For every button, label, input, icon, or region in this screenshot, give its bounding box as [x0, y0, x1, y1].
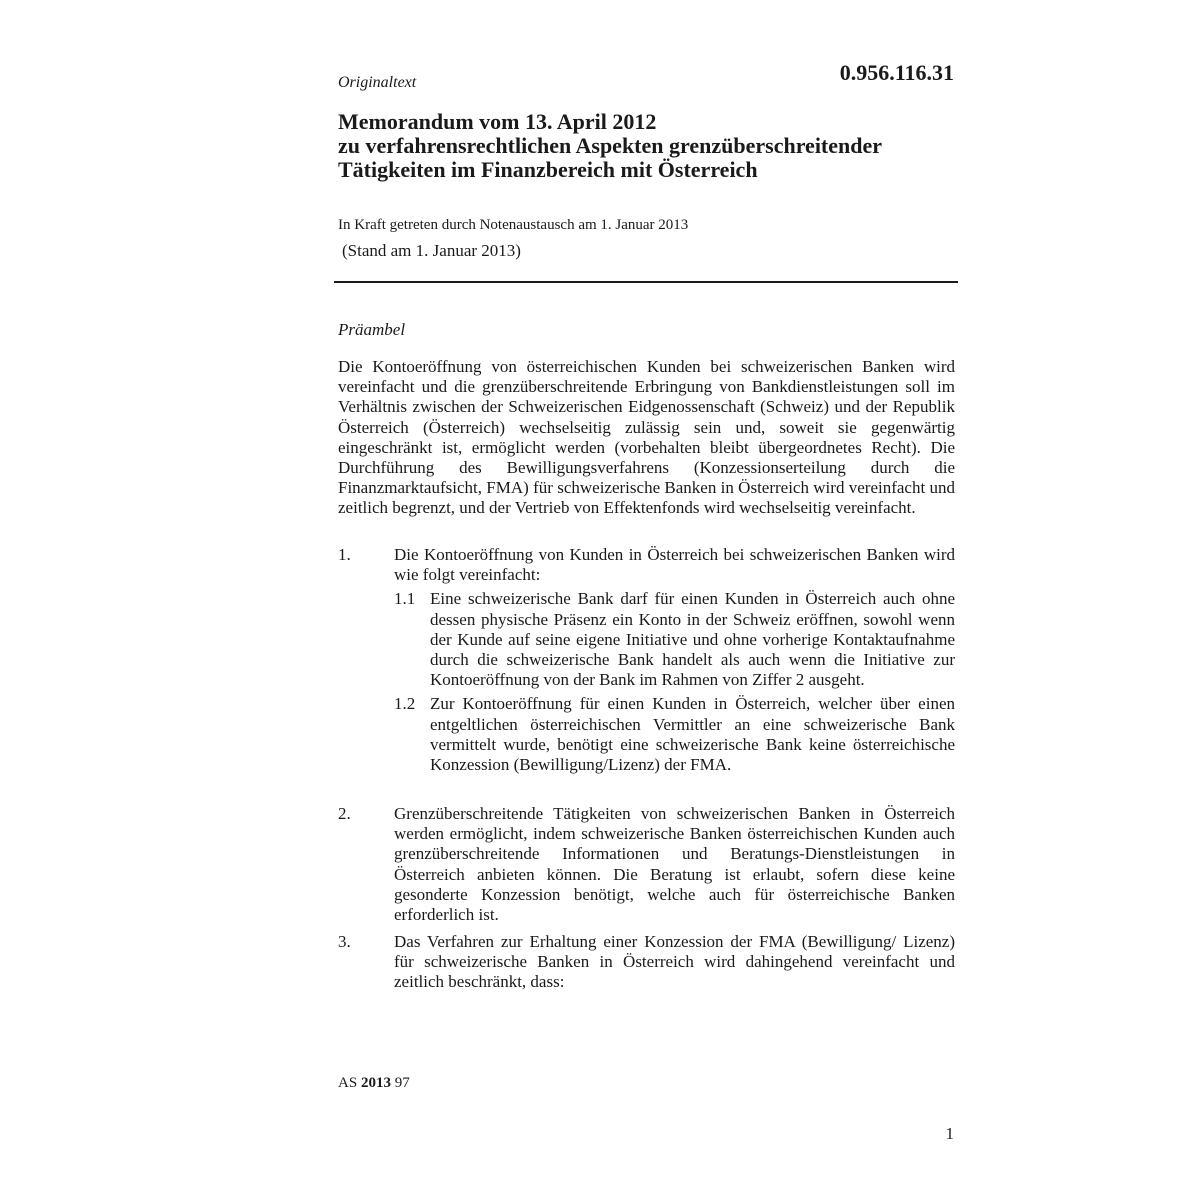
as-page: 97 [394, 1075, 410, 1091]
preamble-heading: Präambel [338, 320, 406, 339]
title-line-2: zu verfahrensrechtlichen Aspekten grenzüberschreitender [338, 133, 883, 158]
item-text: Die Kontoeröffnung von Kunden in Österreich bei schweizerischen Banken wird wie folgt vereinfacht: [394, 545, 955, 585]
preamble-text: Die Kontoeröffnung von österreichischen Kunden bei schweizerischen Banken wird vereinfacht und die grenzüberschreitende Erbringung von Bankdienstleistungen soll im Verhältnis zwischen der Schweizerischen Eidgenossenschaft (Schweiz) und der Republik Österreich (Österreich) wechselseitig zulässig sein und, soweit sie gegenwärtig eingeschränkt ist, ermöglicht werden (vorbehalten bleibt übergeordnetes Recht). Die Durchführung des Bewilligungsverfahrens (Konzessionserteilung durch die Finanzmarktaufsicht, FMA) für schweizerische Banken in Österreich wird vereinfacht und zeitlich begrenzt, und der Vertrieb von Effektenfonds wird wechselseitig vereinfacht. [338, 357, 955, 518]
title-line-1: Memorandum vom 13. April 2012 [338, 109, 657, 134]
list-item-1 [338, 545, 955, 775]
page-number: 1 [945, 1124, 954, 1143]
sub-item-text: Eine schweizerische Bank darf für einen Kunden in Österreich auch ohne dessen physische Präsenz ein Konto in der Schweiz eröffnen, sowohl wenn der Kunde auf seine eigene Initiative und ohne vorherige Kontaktaufnahme durch die schweizerische Bank handelt als auch wenn die Initiative zur Kontoeröffnung von der Bank im Rahmen von Ziffer 2 ausgeht. [430, 589, 955, 690]
in-force-note: In Kraft getreten durch Notenaustausch am 1. Januar 2013 [338, 217, 689, 233]
document-title [338, 110, 958, 182]
header-divider [334, 281, 958, 283]
sub-item-1-1 [394, 589, 955, 690]
list-item-3 [338, 932, 955, 993]
document-page [338, 0, 958, 1200]
as-year: 2013 [360, 1075, 391, 1091]
official-collection-reference [338, 1075, 410, 1092]
sub-item-number: 1.2 [394, 694, 416, 714]
sub-item-1-2 [394, 694, 955, 775]
item-number: 3. [338, 932, 351, 951]
status-date: (Stand am 1. Januar 2013) [342, 241, 521, 260]
title-line-3: Tätigkeiten im Finanzbereich mit Österreich [338, 157, 758, 182]
sub-item-text: Zur Kontoeröffnung für einen Kunden in Österreich, welcher über einen entgeltlichen österreichischen Vermittler an eine schweizerische Bank vermittelt wurde, benötigt eine schweizerische Bank keine österreichische Konzession (Bewilligung/Lizenz) der FMA. [430, 694, 955, 775]
list-item-2 [338, 804, 955, 925]
sr-number: 0.956.116.31 [839, 60, 954, 85]
item-text: Das Verfahren zur Erhaltung einer Konzession der FMA (Bewilligung/ Lizenz) für schweizerische Banken in Österreich wird dahingehend vereinfacht und zeitlich beschränkt, dass: [394, 932, 955, 992]
sub-item-number: 1.1 [394, 589, 416, 609]
item-text: Grenzüberschreitende Tätigkeiten von schweizerischen Banken in Österreich werden ermöglicht, indem schweizerische Banken österreichischen Kunden auch grenzüberschreitende Informationen und Beratungs-Dienstleistungen in Österreich anbieten können. Die Beratung ist erlaubt, sofern diese keine gesonderte Konzession benötigt, welche auch für österreichische Banken erforderlich ist. [394, 804, 955, 925]
original-text-label: Originaltext [338, 74, 417, 91]
item-number: 1. [338, 545, 351, 564]
item-number: 2. [338, 804, 351, 823]
as-prefix: AS [338, 1075, 358, 1091]
